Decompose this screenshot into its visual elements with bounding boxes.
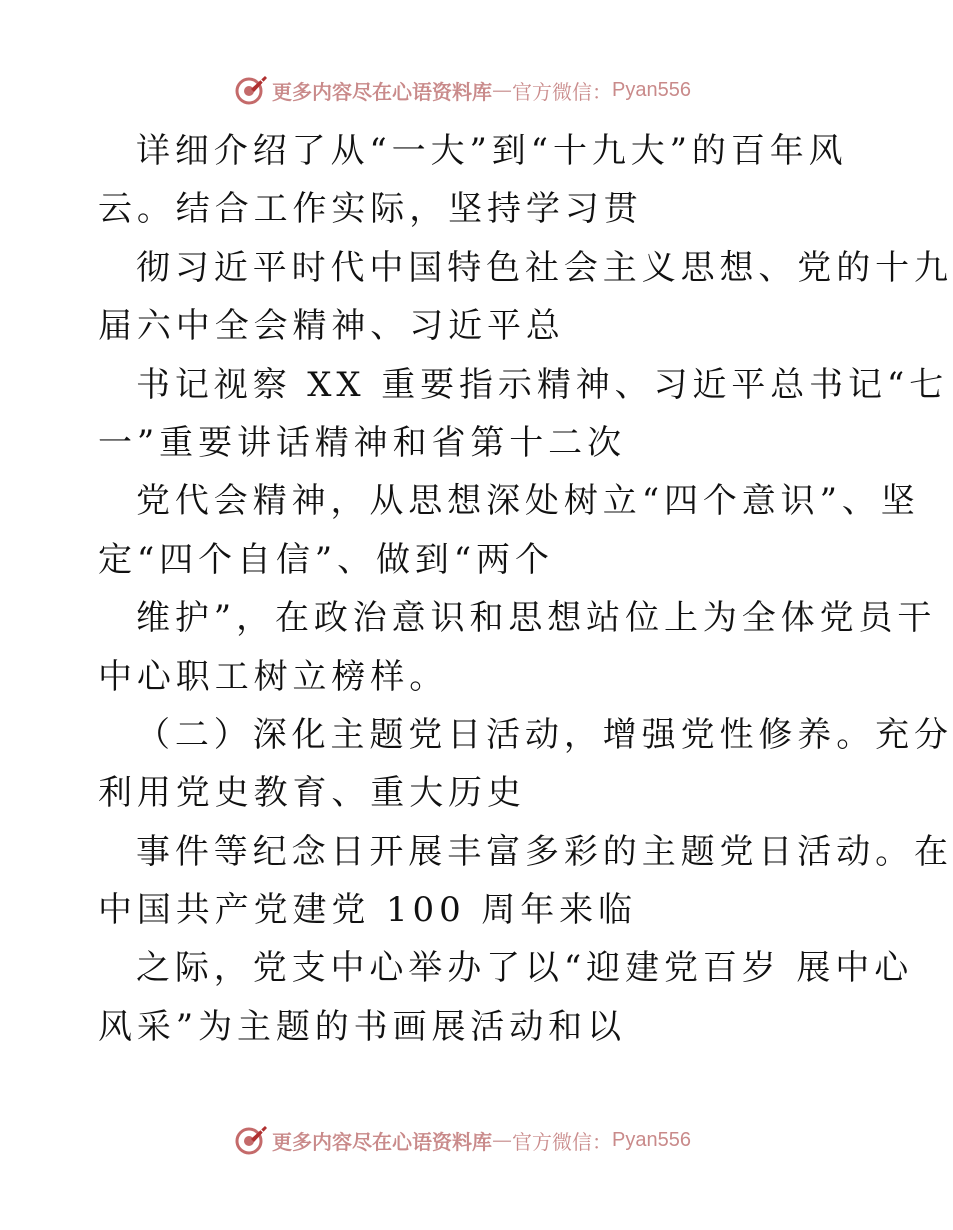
body-line: 事件等纪念日开展丰富多彩的主题党日活动。在 bbox=[136, 831, 953, 872]
header-separator: — bbox=[492, 78, 512, 102]
body-line: 书记视察 XX 重要指示精神、习近平总书记“七 bbox=[136, 364, 949, 405]
body-line: （二）深化主题党日活动，增强党性修养。充分 bbox=[136, 714, 953, 755]
pen-nib-logo-icon bbox=[234, 73, 268, 107]
body-line: 详细介绍了从“一大”到“十九大”的百年风 bbox=[136, 131, 848, 171]
body-line: 利用党史教育、重大历史 bbox=[98, 773, 526, 814]
body-line: 中国共产党建党 100 周年来临 bbox=[98, 890, 637, 931]
body-line: 党代会精神，从思想深处树立“四个意识”、坚 bbox=[136, 481, 920, 522]
body-line: 之际，党支中心举办了以“迎建党百岁 展中心 bbox=[136, 948, 914, 989]
footer-separator: — bbox=[492, 1128, 512, 1152]
body-line: 一”重要讲话精神和省第十二次 bbox=[98, 422, 626, 463]
footer-watermark-banner bbox=[234, 1120, 691, 1160]
body-line: 中心职工树立榜样。 bbox=[98, 656, 449, 697]
header-watermark-banner bbox=[234, 70, 691, 110]
body-line: 届六中全会精神、习近平总 bbox=[98, 306, 565, 347]
body-line: 定“四个自信”、做到“两个 bbox=[98, 539, 554, 580]
document-body bbox=[98, 122, 953, 1056]
header-wechat-id: Pyan556 bbox=[612, 78, 691, 101]
header-brand-text: 更多内容尽在心语资料库 bbox=[272, 79, 492, 104]
footer-brand-text: 更多内容尽在心语资料库 bbox=[272, 1129, 492, 1154]
footer-wechat-id: Pyan556 bbox=[612, 1128, 691, 1151]
body-line: 风采”为主题的书画展活动和以 bbox=[98, 1006, 626, 1047]
header-wechat-label: 官方微信： bbox=[512, 79, 612, 104]
footer-wechat-label: 官方微信： bbox=[512, 1129, 612, 1154]
body-line: 云。结合工作实际，坚持学习贯 bbox=[98, 189, 643, 230]
body-line: 彻习近平时代中国特色社会主义思想、党的十九 bbox=[136, 247, 953, 288]
body-line: 维护”，在政治意识和思想站位上为全体党员干 bbox=[136, 598, 937, 639]
pen-nib-logo-icon bbox=[234, 1123, 268, 1157]
